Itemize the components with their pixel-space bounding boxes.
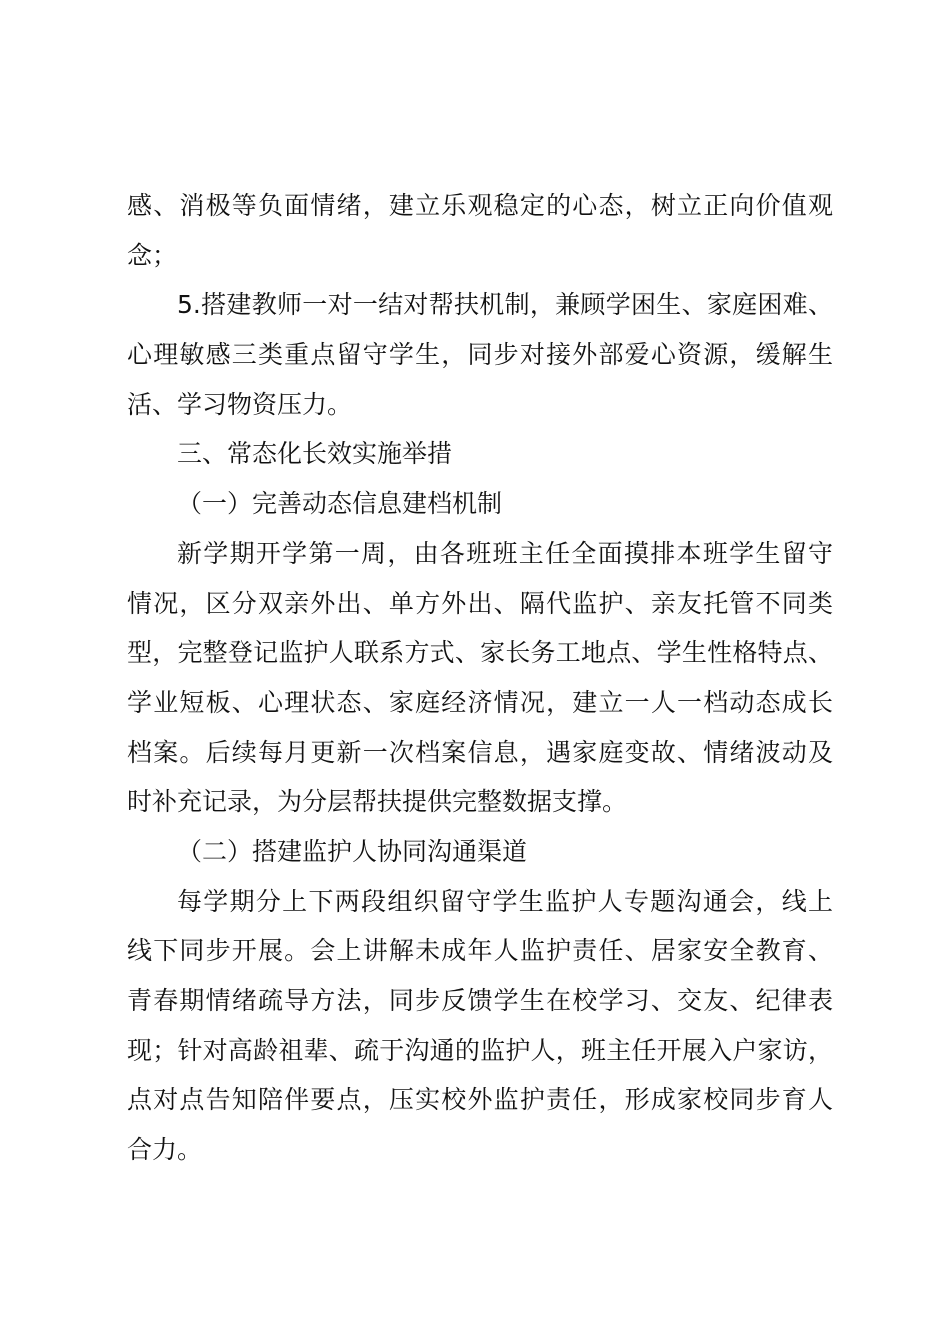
subsection-heading: （二）搭建监护人协同沟通渠道 xyxy=(177,836,528,866)
document-body xyxy=(127,181,833,1175)
text-line: 型，完整登记监护人联系方式、家长务工地点、学生性格特点、 xyxy=(127,638,833,668)
paragraph-start: 新学期开学第一周，由各班班主任全面摸排本班学生留守 xyxy=(177,538,833,568)
text-line: 感、消极等负面情绪，建立乐观稳定的心态，树立正向价值观 xyxy=(127,191,833,220)
text-line: 青春期情绪疏导方法，同步反馈学生在校学习、交友、纪律表 xyxy=(127,986,833,1015)
list-item-5: 5.搭建教师一对一结对帮扶机制，兼顾学困生、家庭困难、 xyxy=(177,290,833,320)
paragraph-start: 每学期分上下两段组织留守学生监护人专题沟通会，线上 xyxy=(177,886,833,916)
text-line: 念； xyxy=(127,240,178,270)
text-line: 活、学习物资压力。 xyxy=(127,389,353,419)
text-line: 学业短板、心理状态、家庭经济情况，建立一人一档动态成长 xyxy=(127,687,833,717)
text-line: 现；针对高龄祖辈、疏于沟通的监护人，班主任开展入户家访， xyxy=(127,1035,833,1065)
section-heading: 三、常态化长效实施举措 xyxy=(177,439,453,469)
text-line: 点对点告知陪伴要点，压实校外监护责任，形成家校同步育人 xyxy=(127,1085,833,1115)
text-line: 情况，区分双亲外出、单方外出、隔代监护、亲友托管不同类 xyxy=(127,588,833,618)
text-line: 时补充记录，为分层帮扶提供完整数据支撑。 xyxy=(127,787,628,817)
text-line: 合力。 xyxy=(127,1135,203,1165)
text-line: 线下同步开展。会上讲解未成年人监护责任、居家安全教育、 xyxy=(127,936,833,966)
text-line: 心理敏感三类重点留守学生，同步对接外部爱心资源，缓解生 xyxy=(127,340,833,370)
text-line: 档案。后续每月更新一次档案信息，遇家庭变故、情绪波动及 xyxy=(127,737,833,767)
subsection-heading: （一）完善动态信息建档机制 xyxy=(177,489,503,519)
